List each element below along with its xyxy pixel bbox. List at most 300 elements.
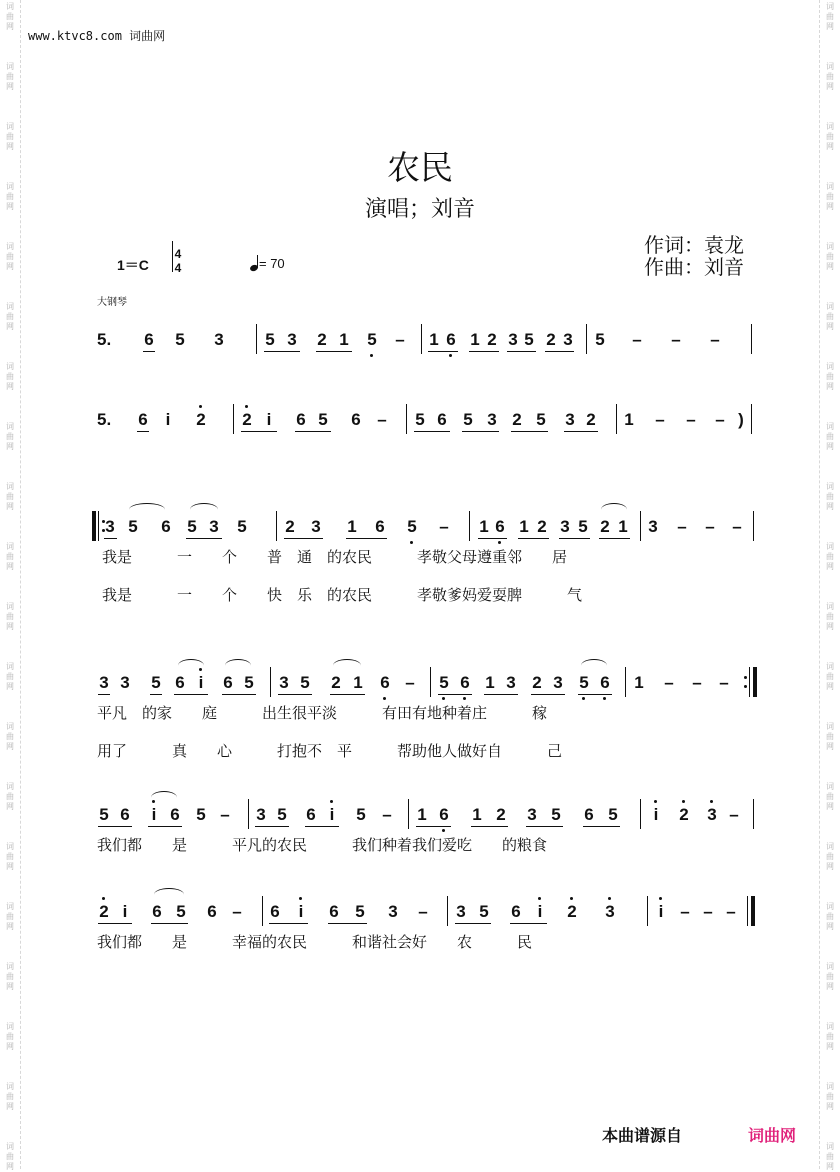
note: 2 <box>99 902 109 921</box>
note: 6 <box>584 805 594 824</box>
underline <box>174 694 208 695</box>
note: 2 <box>586 410 596 429</box>
underline <box>545 351 574 352</box>
note: 5 <box>99 805 109 824</box>
note: 6 <box>351 410 361 429</box>
watermark-mark: 词 曲 网 <box>6 542 14 571</box>
barline <box>753 799 754 829</box>
underline <box>284 538 323 539</box>
barline <box>640 511 641 541</box>
note: 5 <box>578 517 588 536</box>
note: 3 <box>456 902 466 921</box>
barline <box>751 324 752 354</box>
low-octave-dot <box>442 697 445 700</box>
note: 5 <box>463 410 473 429</box>
note: – <box>680 902 690 921</box>
note: 5 <box>479 902 489 921</box>
barline <box>256 324 257 354</box>
credits-block <box>644 234 744 278</box>
underline <box>222 694 256 695</box>
note: 6 <box>439 805 449 824</box>
barline <box>616 404 617 434</box>
note: – <box>377 410 387 429</box>
note: 1 <box>429 330 439 349</box>
low-octave-dot <box>410 541 413 544</box>
underline <box>559 538 590 539</box>
barline <box>406 404 407 434</box>
underline <box>531 694 565 695</box>
note: 3 <box>527 805 537 824</box>
note: 5 <box>439 673 449 692</box>
note: 5 <box>415 410 425 429</box>
footer-source-text: 本曲谱源自 <box>602 1126 683 1145</box>
note: 6 <box>306 805 316 824</box>
final-barline <box>751 896 755 926</box>
watermark-mark: 词 曲 网 <box>6 122 14 151</box>
high-octave-dot <box>659 897 662 900</box>
underline <box>269 923 308 924</box>
underline <box>305 826 339 827</box>
underline <box>462 431 499 432</box>
note: 5 <box>524 330 534 349</box>
tie <box>581 659 607 672</box>
note: 1 <box>339 330 349 349</box>
barline <box>751 404 752 434</box>
watermark-mark: 词 曲 网 <box>6 602 14 631</box>
watermark-mark: 词 曲 网 <box>826 482 834 511</box>
underline <box>264 351 300 352</box>
note: 1 <box>353 673 363 692</box>
watermark-mark: 词 曲 网 <box>6 482 14 511</box>
note: – <box>395 330 405 349</box>
note: 1 <box>479 517 489 536</box>
note: – <box>692 673 702 692</box>
note: 5 <box>536 410 546 429</box>
note: 6 <box>144 330 154 349</box>
song-title: 农民 <box>387 148 453 187</box>
watermark-mark: 词 曲 网 <box>826 362 834 391</box>
note: 2 <box>600 517 610 536</box>
note: i <box>537 902 543 921</box>
note: 3 <box>388 902 398 921</box>
note: 3 <box>560 517 570 536</box>
underline <box>438 694 472 695</box>
low-octave-dot <box>603 697 606 700</box>
note: 6 <box>380 673 390 692</box>
tie <box>129 503 165 516</box>
note: 6 <box>152 902 162 921</box>
high-octave-dot <box>299 897 302 900</box>
repeat-dot <box>744 676 747 679</box>
watermark-mark: 词 曲 网 <box>6 182 14 211</box>
note: 5 <box>356 805 366 824</box>
note: 5 <box>187 517 197 536</box>
note: – <box>382 805 392 824</box>
underline <box>104 538 117 539</box>
note: 1 <box>519 517 529 536</box>
tempo-value: = 70 <box>259 256 285 271</box>
note: – <box>632 330 642 349</box>
footer-site-link[interactable]: 词曲网 <box>748 1126 797 1145</box>
high-octave-dot <box>570 897 573 900</box>
note: i <box>329 805 335 824</box>
chorus-row-1 <box>0 805 840 835</box>
low-octave-dot <box>498 541 501 544</box>
note: 3 <box>256 805 266 824</box>
barline <box>749 667 750 697</box>
watermark-mark: 词 曲 网 <box>6 842 14 871</box>
tempo-marking <box>250 255 285 271</box>
note: 6 <box>207 902 217 921</box>
note: – <box>671 330 681 349</box>
barline <box>625 667 626 697</box>
note: 6 <box>375 517 385 536</box>
note: – <box>220 805 230 824</box>
key-signature: 1＝C <box>117 257 149 273</box>
note: 1 <box>472 805 482 824</box>
high-octave-dot <box>538 897 541 900</box>
note: i <box>151 805 157 824</box>
high-octave-dot <box>245 405 248 408</box>
watermark-mark: 词 曲 网 <box>826 902 834 931</box>
underline <box>564 431 598 432</box>
note: 3 <box>605 902 615 921</box>
note: 2 <box>317 330 327 349</box>
note: 5 <box>196 805 206 824</box>
repeat-dot <box>744 685 747 688</box>
note: 5 <box>176 902 186 921</box>
underline <box>599 538 630 539</box>
note: 1 <box>624 410 634 429</box>
low-octave-dot <box>449 354 452 357</box>
note: 6 <box>437 410 447 429</box>
note: 3 <box>99 673 109 692</box>
underline <box>583 826 620 827</box>
underline <box>143 351 155 352</box>
note: 3 <box>565 410 575 429</box>
watermark-mark: 词 曲 网 <box>6 1142 14 1171</box>
note: 3 <box>508 330 518 349</box>
tie <box>151 791 177 804</box>
note: 5 <box>608 805 618 824</box>
watermark-mark: 词 曲 网 <box>6 722 14 751</box>
watermark-mark: 词 曲 网 <box>6 302 14 331</box>
barline <box>98 511 99 541</box>
high-octave-dot <box>710 800 713 803</box>
note: 5 <box>277 805 287 824</box>
note: 2 <box>242 410 252 429</box>
underline <box>150 694 162 695</box>
underline <box>414 431 450 432</box>
underline <box>518 538 549 539</box>
watermark-mark: 词 曲 网 <box>6 902 14 931</box>
watermark-mark: 词 曲 网 <box>826 662 834 691</box>
watermark-mark: 词 曲 网 <box>826 782 834 811</box>
note: 6 <box>270 902 280 921</box>
note: 5 <box>318 410 328 429</box>
barline <box>430 667 431 697</box>
underline <box>511 431 548 432</box>
barline <box>753 511 754 541</box>
time-divider <box>172 241 173 272</box>
lyricist-credit: 作词：袁龙 <box>644 233 744 257</box>
low-octave-dot <box>442 829 445 832</box>
watermark-mark: 词 曲 网 <box>6 1022 14 1051</box>
note: i <box>122 902 128 921</box>
watermark-mark: 词 曲 网 <box>826 1082 834 1111</box>
lyric-chorus-line1: 我们都 是 平凡的农民 我们种着我们爱吃 的粮食 <box>97 836 548 854</box>
barline <box>469 511 470 541</box>
note: 6 <box>161 517 171 536</box>
watermark-mark: 词 曲 网 <box>826 722 834 751</box>
composer-credit: 作曲：刘音 <box>644 255 744 279</box>
high-octave-dot <box>330 800 333 803</box>
watermark-mark: 词 曲 网 <box>6 2 14 31</box>
lyric-chorus-line2: 我们都 是 幸福的农民 和谐社会好 农 民 <box>97 933 533 951</box>
watermark-mark: 词 曲 网 <box>826 1142 834 1171</box>
note: 2 <box>285 517 295 536</box>
watermark-mark: 词 曲 网 <box>6 662 14 691</box>
note: 1 <box>347 517 357 536</box>
underline <box>295 431 331 432</box>
note: i <box>298 902 304 921</box>
note: 2 <box>512 410 522 429</box>
note: 5 <box>265 330 275 349</box>
tie <box>601 503 627 516</box>
barline <box>447 896 448 926</box>
underline <box>471 826 508 827</box>
note: 1 <box>618 517 628 536</box>
watermark-mark: 词 曲 网 <box>826 182 834 211</box>
note: – <box>705 517 715 536</box>
note: 2 <box>487 330 497 349</box>
low-octave-dot <box>383 697 386 700</box>
note: 6 <box>296 410 306 429</box>
note: 5 <box>175 330 185 349</box>
underline <box>346 538 387 539</box>
note: 5 <box>244 673 254 692</box>
low-octave-dot <box>463 697 466 700</box>
note: – <box>686 410 696 429</box>
watermark-mark: 词 曲 网 <box>826 242 834 271</box>
underline <box>526 826 563 827</box>
note: i <box>653 805 659 824</box>
song-singer: 演唱；刘音 <box>364 197 475 222</box>
lyric-verse2-line1: 我是 一 个 快 乐 的农民 孝敬爹妈爱耍脾 气 <box>102 586 583 604</box>
note: – <box>232 902 242 921</box>
tie <box>178 659 204 672</box>
watermark-mark: 词 曲 网 <box>826 962 834 991</box>
note: 1 <box>417 805 427 824</box>
watermark-mark: 词 曲 网 <box>826 602 834 631</box>
note: – <box>655 410 665 429</box>
underline <box>255 826 289 827</box>
verse-row-2 <box>0 673 840 703</box>
watermark-mark: 词 曲 网 <box>6 422 14 451</box>
note: 5 <box>595 330 605 349</box>
note: 2 <box>196 410 206 429</box>
closing-parenthesis: ) <box>738 410 744 429</box>
note: – <box>703 902 713 921</box>
quarter-note-icon <box>250 255 259 271</box>
note: 6 <box>138 410 148 429</box>
barline <box>270 667 271 697</box>
note: 5 <box>407 517 417 536</box>
note: – <box>418 902 428 921</box>
note: 5 <box>355 902 365 921</box>
low-octave-dot <box>370 354 373 357</box>
barline <box>421 324 422 354</box>
note: – <box>439 517 449 536</box>
note: 5 <box>367 330 377 349</box>
underline <box>478 538 507 539</box>
note: 5. <box>97 410 112 429</box>
underline <box>148 826 182 827</box>
note: – <box>710 330 720 349</box>
underline <box>278 694 312 695</box>
underline <box>98 923 132 924</box>
note: 6 <box>223 673 233 692</box>
underline <box>484 694 518 695</box>
note: i <box>198 673 204 692</box>
high-octave-dot <box>102 897 105 900</box>
note: 3 <box>648 517 658 536</box>
note: 3 <box>209 517 219 536</box>
note: 1 <box>470 330 480 349</box>
note: 6 <box>511 902 521 921</box>
underline <box>137 431 149 432</box>
underline <box>455 923 491 924</box>
note: 6 <box>120 805 130 824</box>
underline <box>330 694 365 695</box>
tie <box>225 659 251 672</box>
high-octave-dot <box>682 800 685 803</box>
barline <box>640 799 641 829</box>
note: 6 <box>495 517 505 536</box>
note: – <box>732 517 742 536</box>
watermark-mark: 词 曲 网 <box>6 962 14 991</box>
watermark-mark: 词 曲 网 <box>6 1082 14 1111</box>
barline <box>276 511 277 541</box>
note: 6 <box>175 673 185 692</box>
underline <box>328 923 367 924</box>
lyric-verse2-line2: 用了 真 心 打抱不 平 帮助他人做好自 己 <box>97 742 563 760</box>
watermark-mark: 词 曲 网 <box>826 2 834 31</box>
repeat-start-barline <box>92 511 96 541</box>
note: 3 <box>506 673 516 692</box>
tie <box>333 659 361 672</box>
high-octave-dot <box>654 800 657 803</box>
note: 5 <box>551 805 561 824</box>
barline <box>262 896 263 926</box>
underline <box>186 538 222 539</box>
high-octave-dot <box>199 405 202 408</box>
note: – <box>677 517 687 536</box>
intro-row-2 <box>0 410 840 440</box>
barline <box>647 896 648 926</box>
note: 3 <box>279 673 289 692</box>
underline <box>241 431 277 432</box>
note: 2 <box>567 902 577 921</box>
note: 3 <box>214 330 224 349</box>
site-header-link[interactable]: www.ktvc8.com 词曲网 <box>28 29 166 43</box>
underline <box>316 351 352 352</box>
underline <box>578 694 612 695</box>
watermark-mark: 词 曲 网 <box>826 542 834 571</box>
watermark-mark: 词 曲 网 <box>826 302 834 331</box>
barline <box>408 799 409 829</box>
high-octave-dot <box>608 897 611 900</box>
note: 2 <box>331 673 341 692</box>
watermark-mark: 词 曲 网 <box>826 422 834 451</box>
watermark-mark: 词 曲 网 <box>826 842 834 871</box>
lyric-verse1-line2: 平凡 的家 庭 出生很平淡 有田有地种着庄 稼 <box>97 704 548 722</box>
note: 2 <box>679 805 689 824</box>
note: – <box>715 410 725 429</box>
time-denominator: 4 <box>174 261 182 275</box>
note: – <box>405 673 415 692</box>
note: 1 <box>485 673 495 692</box>
low-octave-dot <box>582 697 585 700</box>
note: i <box>266 410 272 429</box>
underline <box>416 826 451 827</box>
tie <box>154 888 184 901</box>
underline <box>98 826 132 827</box>
note: 5 <box>237 517 247 536</box>
note: 2 <box>546 330 556 349</box>
barline <box>233 404 234 434</box>
watermark-mark: 词 曲 网 <box>826 1022 834 1051</box>
note: 2 <box>496 805 506 824</box>
note: 3 <box>120 673 130 692</box>
note: 5 <box>151 673 161 692</box>
watermark-mark: 词 曲 网 <box>6 62 14 91</box>
chorus-row-2 <box>0 902 840 932</box>
instrument-label: 大钢琴 <box>97 297 127 308</box>
underline <box>98 694 110 695</box>
note: 3 <box>311 517 321 536</box>
underline <box>151 923 188 924</box>
note: – <box>664 673 674 692</box>
barline <box>747 896 748 926</box>
note: – <box>726 902 736 921</box>
note: 3 <box>707 805 717 824</box>
underline <box>428 351 458 352</box>
note: 3 <box>105 517 115 536</box>
lyric-verse1-line1: 我是 一 个 普 通 的农民 孝敬父母遵重邻 居 <box>102 548 568 566</box>
note: 3 <box>287 330 297 349</box>
note: i <box>658 902 664 921</box>
underline <box>469 351 499 352</box>
note: 5 <box>579 673 589 692</box>
verse-row-1 <box>0 517 840 547</box>
barline <box>586 324 587 354</box>
time-signature <box>172 247 184 275</box>
note: 6 <box>600 673 610 692</box>
tie <box>190 503 218 516</box>
barline <box>248 799 249 829</box>
note: i <box>165 410 171 429</box>
note: 5. <box>97 330 112 349</box>
note: 6 <box>170 805 180 824</box>
note: 5 <box>128 517 138 536</box>
note: 6 <box>460 673 470 692</box>
note: 6 <box>446 330 456 349</box>
note: 3 <box>487 410 497 429</box>
note: – <box>729 805 739 824</box>
watermark-mark: 词 曲 网 <box>826 62 834 91</box>
watermark-mark: 词 曲 网 <box>6 362 14 391</box>
